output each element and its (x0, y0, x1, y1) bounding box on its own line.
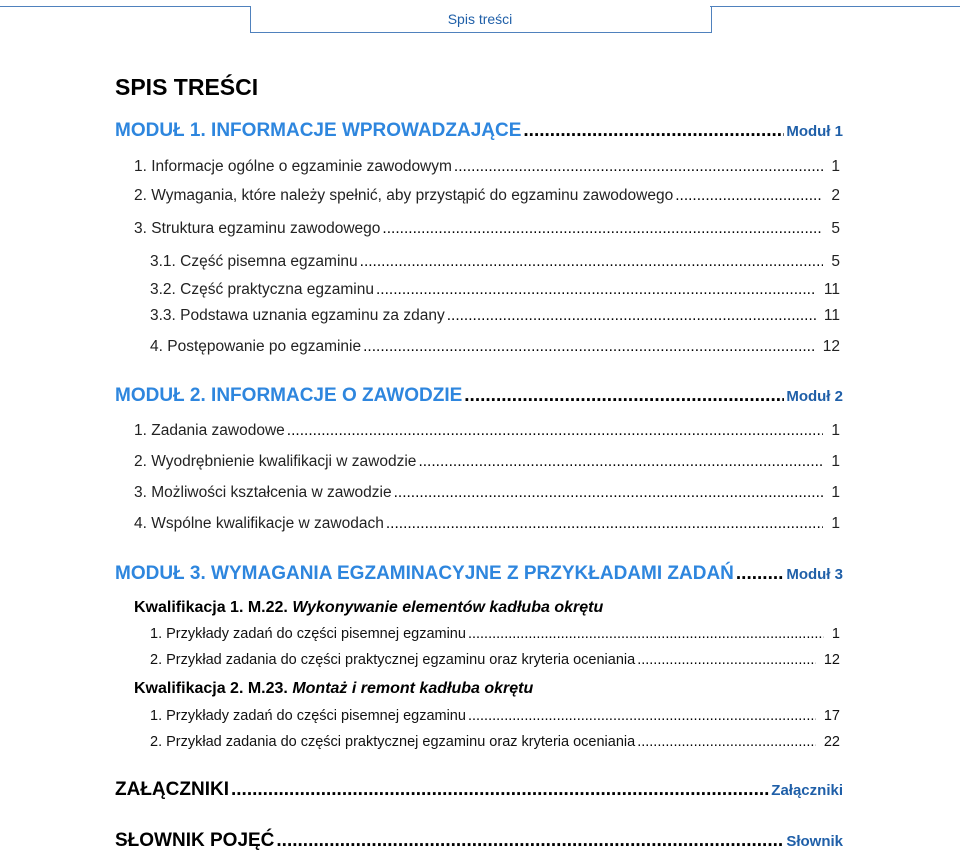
toc-entry[interactable] (150, 281, 840, 299)
toc-entry-text: 1. Przykłady zadań do części pisemnej egzaminu (150, 626, 466, 642)
dot-leader (287, 422, 824, 440)
qualification-name: Wykonywanie elementów kadłuba okrętu (292, 599, 604, 616)
toc-entry[interactable] (150, 253, 840, 271)
toc-entry[interactable] (134, 220, 840, 238)
toc-entry-page: 12 (823, 652, 840, 668)
toc-entry-page: 1 (831, 484, 840, 501)
module-3-page: Moduł 3 (786, 566, 843, 583)
dot-leader (637, 734, 816, 750)
qualification-name: Montaż i remont kadłuba okrętu (292, 680, 534, 697)
toc-entry-glossary[interactable] (115, 830, 843, 852)
dot-leader (464, 385, 784, 407)
toc-entry[interactable] (134, 484, 840, 502)
dot-leader (468, 708, 816, 724)
toc-entry-text: 2. Wymagania, które należy spełnić, aby przystąpić do egzaminu zawodowego (134, 187, 674, 204)
dot-leader (418, 453, 823, 471)
toc-entry[interactable] (150, 307, 840, 325)
dot-leader (394, 484, 824, 502)
document-title: SPIS TREŚCI (115, 74, 259, 100)
module-2-title: MODUŁ 2. INFORMACJE O ZAWODZIE (115, 385, 463, 406)
attachments-page: Załączniki (771, 782, 843, 799)
toc-entry-module-1[interactable] (115, 120, 843, 142)
toc-entry[interactable] (150, 734, 840, 750)
qualification-label: Kwalifikacja 2. M.23. (134, 680, 288, 697)
attachments-title: ZAŁĄCZNIKI (115, 779, 229, 800)
qualification-2-heading (134, 680, 533, 698)
dot-leader (736, 563, 784, 585)
dot-leader (382, 220, 823, 238)
dot-leader (231, 779, 769, 801)
dot-leader (637, 652, 816, 668)
toc-entry-page: 1 (831, 626, 840, 642)
toc-entry-page: 5 (831, 220, 840, 237)
header-line-left (0, 6, 250, 7)
toc-entry-text: 4. Postępowanie po egzaminie (150, 338, 362, 355)
dot-leader (523, 120, 784, 142)
toc-entry-page: 2 (831, 187, 840, 204)
toc-entry-page: 1 (831, 453, 840, 470)
glossary-title: SŁOWNIK POJĘĆ (115, 830, 275, 851)
header-title: Spis treści (447, 11, 513, 27)
toc-entry[interactable] (150, 338, 840, 356)
dot-leader (376, 281, 816, 299)
dot-leader (386, 515, 824, 533)
toc-entry[interactable] (134, 453, 840, 471)
toc-entry-text: 2. Przykład zadania do części praktycznej egzaminu oraz kryteria oceniania (150, 734, 636, 750)
module-3-title: MODUŁ 3. WYMAGANIA EGZAMINACYJNE Z PRZYKŁADAMI ZADAŃ (115, 563, 734, 584)
dot-leader (360, 253, 824, 271)
toc-entry-text: 2. Przykład zadania do części praktycznej egzaminu oraz kryteria oceniania (150, 652, 636, 668)
toc-entry-page: 11 (823, 281, 840, 298)
toc-entry-page: 22 (823, 734, 840, 750)
toc-entry-page: 5 (831, 253, 840, 270)
toc-entry-text: 3. Struktura egzaminu zawodowego (134, 220, 381, 237)
module-1-page: Moduł 1 (786, 123, 843, 140)
dot-leader (276, 830, 784, 852)
toc-entry[interactable] (134, 515, 840, 533)
toc-entry-page: 11 (823, 307, 840, 324)
toc-entry-text: 3.3. Podstawa uznania egzaminu za zdany (150, 307, 445, 324)
header-line-right (710, 6, 960, 7)
toc-entry-page: 17 (823, 708, 840, 724)
toc-entry-page: 12 (822, 338, 840, 355)
toc-entry[interactable] (134, 422, 840, 440)
dot-leader (675, 187, 823, 205)
toc-entry-page: 1 (831, 158, 840, 175)
toc-entry[interactable] (150, 626, 840, 642)
toc-entry[interactable] (134, 158, 840, 176)
toc-entry[interactable] (150, 652, 840, 668)
toc-entry-text: 1. Przykłady zadań do części pisemnej egzaminu (150, 708, 466, 724)
toc-entry-text: 3.1. Część pisemna egzaminu (150, 253, 358, 270)
toc-entry[interactable] (134, 187, 840, 205)
toc-entry-page: 1 (831, 515, 840, 532)
toc-entry-module-2[interactable] (115, 385, 843, 407)
toc-entry[interactable] (150, 708, 840, 724)
module-1-title: MODUŁ 1. INFORMACJE WPROWADZAJĄCE (115, 120, 522, 141)
toc-entry-page: 1 (831, 422, 840, 439)
qualification-1-heading (134, 599, 603, 617)
dot-leader (363, 338, 815, 356)
toc-entry-attachments[interactable] (115, 779, 843, 801)
toc-entry-text: 1. Informacje ogólne o egzaminie zawodowym (134, 158, 452, 175)
toc-entry-module-3[interactable] (115, 563, 843, 585)
module-2-page: Moduł 2 (786, 388, 843, 405)
dot-leader (454, 158, 823, 176)
toc-entry-text: 1. Zadania zawodowe (134, 422, 285, 439)
toc-entry-text: 4. Wspólne kwalifikacje w zawodach (134, 515, 384, 532)
dot-leader (468, 626, 824, 642)
qualification-label: Kwalifikacja 1. M.22. (134, 599, 288, 616)
toc-entry-text: 2. Wyodrębnienie kwalifikacji w zawodzie (134, 453, 417, 470)
toc-entry-text: 3. Możliwości kształcenia w zawodzie (134, 484, 392, 501)
glossary-page: Słownik (786, 833, 843, 850)
dot-leader (447, 307, 816, 325)
toc-entry-text: 3.2. Część praktyczna egzaminu (150, 281, 374, 298)
